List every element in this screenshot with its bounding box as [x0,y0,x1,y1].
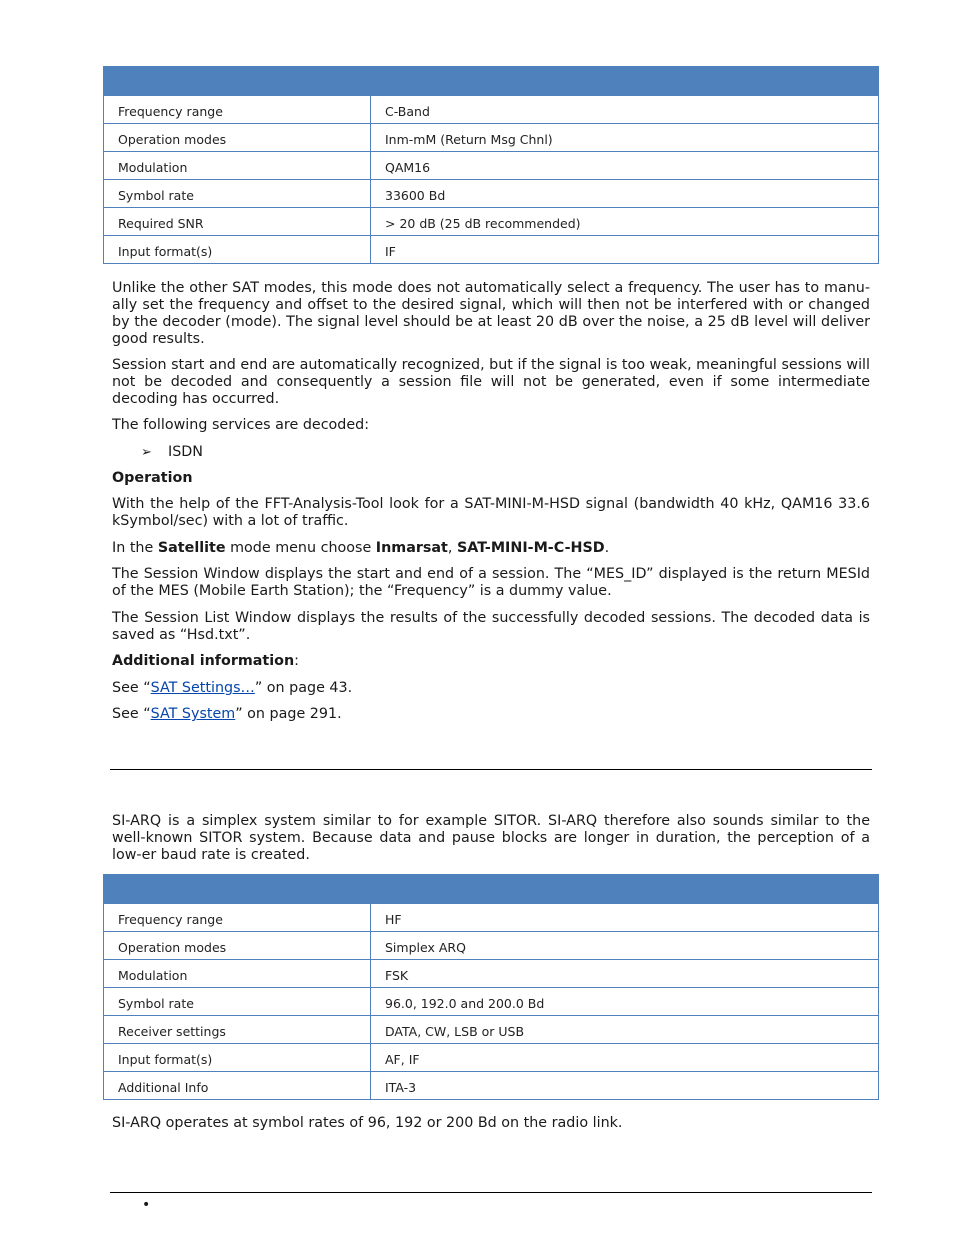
satellite-menu-label: Satellite [157,540,226,556]
table-cell: Input format(s) [104,1044,371,1072]
mode-name-label: SAT-MINI-M-C-HSD [456,540,605,556]
sat-system-link[interactable]: SAT System [150,706,236,722]
paragraph-mode-menu: In the Satellite mode menu choose Inmarsat, SAT-MINI-M-C-HSD. [112,540,610,556]
table-cell: Simplex ARQ [371,932,879,960]
table-row [104,152,879,180]
table-cell: Inm-mM (Return Msg Chnl) [371,124,879,152]
table-cell: Modulation [104,960,371,988]
table-row [104,988,879,1016]
table-cell: Operation modes [104,124,371,152]
paragraph-si-arq-intro: SI-ARQ is a simplex system similar to for example SITOR. SI-ARQ therefore also sounds similar to the well-known SITOR system. Because data and pause blocks are longer in duration, the perception of a low-er baud rate is created. [112,813,870,863]
paragraph-session-note: Session start and end are automatically recognized, but if the signal is too weak, meaningful sessions will not be decoded and consequently a session file will not be generated, even if some intermediate decoding has occurred. [112,357,870,407]
table-cell: 33600 Bd [371,180,879,208]
table-cell: C-Band [371,96,879,124]
table-header-row [104,67,879,96]
table-cell: QAM16 [371,152,879,180]
inmarsat-label: Inmarsat [375,540,448,556]
table-row [104,96,879,124]
table-cell: 96.0, 192.0 and 200.0 Bd [371,988,879,1016]
table-row [104,208,879,236]
parameters-table-si-arq [103,874,879,1100]
table-cell: FSK [371,960,879,988]
table-cell: Frequency range [104,96,371,124]
table-cell: Frequency range [104,904,371,932]
footer-bullet-icon: • [142,1197,151,1213]
table-cell: > 20 dB (25 dB recommended) [371,208,879,236]
table-cell: Required SNR [104,208,371,236]
table-header-row [104,875,879,904]
table-row [104,1016,879,1044]
heading-additional-information: Additional information: [112,653,299,669]
table-cell: Receiver settings [104,1016,371,1044]
section-divider [110,769,872,770]
paragraph-session-list-window: The Session List Window displays the results of the successfully decoded sessions. The decoded data is saved as “Hsd.txt”. [112,610,870,643]
sat-settings-link[interactable]: SAT Settings… [150,680,255,696]
table-row [104,904,879,932]
table-cell: IF [371,236,879,264]
paragraph-si-arq-symbol-rates: SI-ARQ operates at symbol rates of 96, 192 or 200 Bd on the radio link. [112,1115,623,1131]
table-row [104,236,879,264]
service-item-isdn: ISDN [168,444,203,460]
paragraph-fft-tool: With the help of the FFT-Analysis-Tool look for a SAT-MINI-M-HSD signal (bandwidth 40 kHz, QAM16 33.6 kSymbol/sec) with a lot of traffic. [112,496,870,529]
heading-operation: Operation [112,470,193,486]
table-cell: ITA-3 [371,1072,879,1100]
paragraph-session-window: The Session Window displays the start and end of a session. The “MES_ID” displayed is the return MESId of the MES (Mobile Earth Station); the “Frequency” is a dummy value. [112,566,870,599]
arrow-bullet-icon: ➢ [141,445,152,460]
table-row [104,1072,879,1100]
see-also-sat-settings: See “SAT Settings…” on page 43. [112,680,353,696]
table-row [104,932,879,960]
table-cell: Operation modes [104,932,371,960]
table-cell: Symbol rate [104,988,371,1016]
table-row [104,124,879,152]
table-cell: DATA, CW, LSB or USB [371,1016,879,1044]
table-row [104,1044,879,1072]
table-cell: Additional Info [104,1072,371,1100]
parameters-table-sat-mini-m-hsd [103,66,879,264]
table-cell: Input format(s) [104,236,371,264]
table-row [104,180,879,208]
table-cell: Symbol rate [104,180,371,208]
see-also-sat-system: See “SAT System” on page 291. [112,706,342,722]
table-cell: AF, IF [371,1044,879,1072]
table-row [104,960,879,988]
footer-divider [110,1192,872,1193]
table-cell: Modulation [104,152,371,180]
paragraph-frequency-note: Unlike the other SAT modes, this mode does not automatically select a frequency. The user has to manu-ally set the frequency and offset to the desired signal, which will then not be interfered with or changed by the decoder (mode). The signal level should be at least 20 dB over the noise, a 25 dB level will deliver good results. [112,280,870,347]
table-cell: HF [371,904,879,932]
paragraph-services-intro: The following services are decoded: [112,417,370,433]
